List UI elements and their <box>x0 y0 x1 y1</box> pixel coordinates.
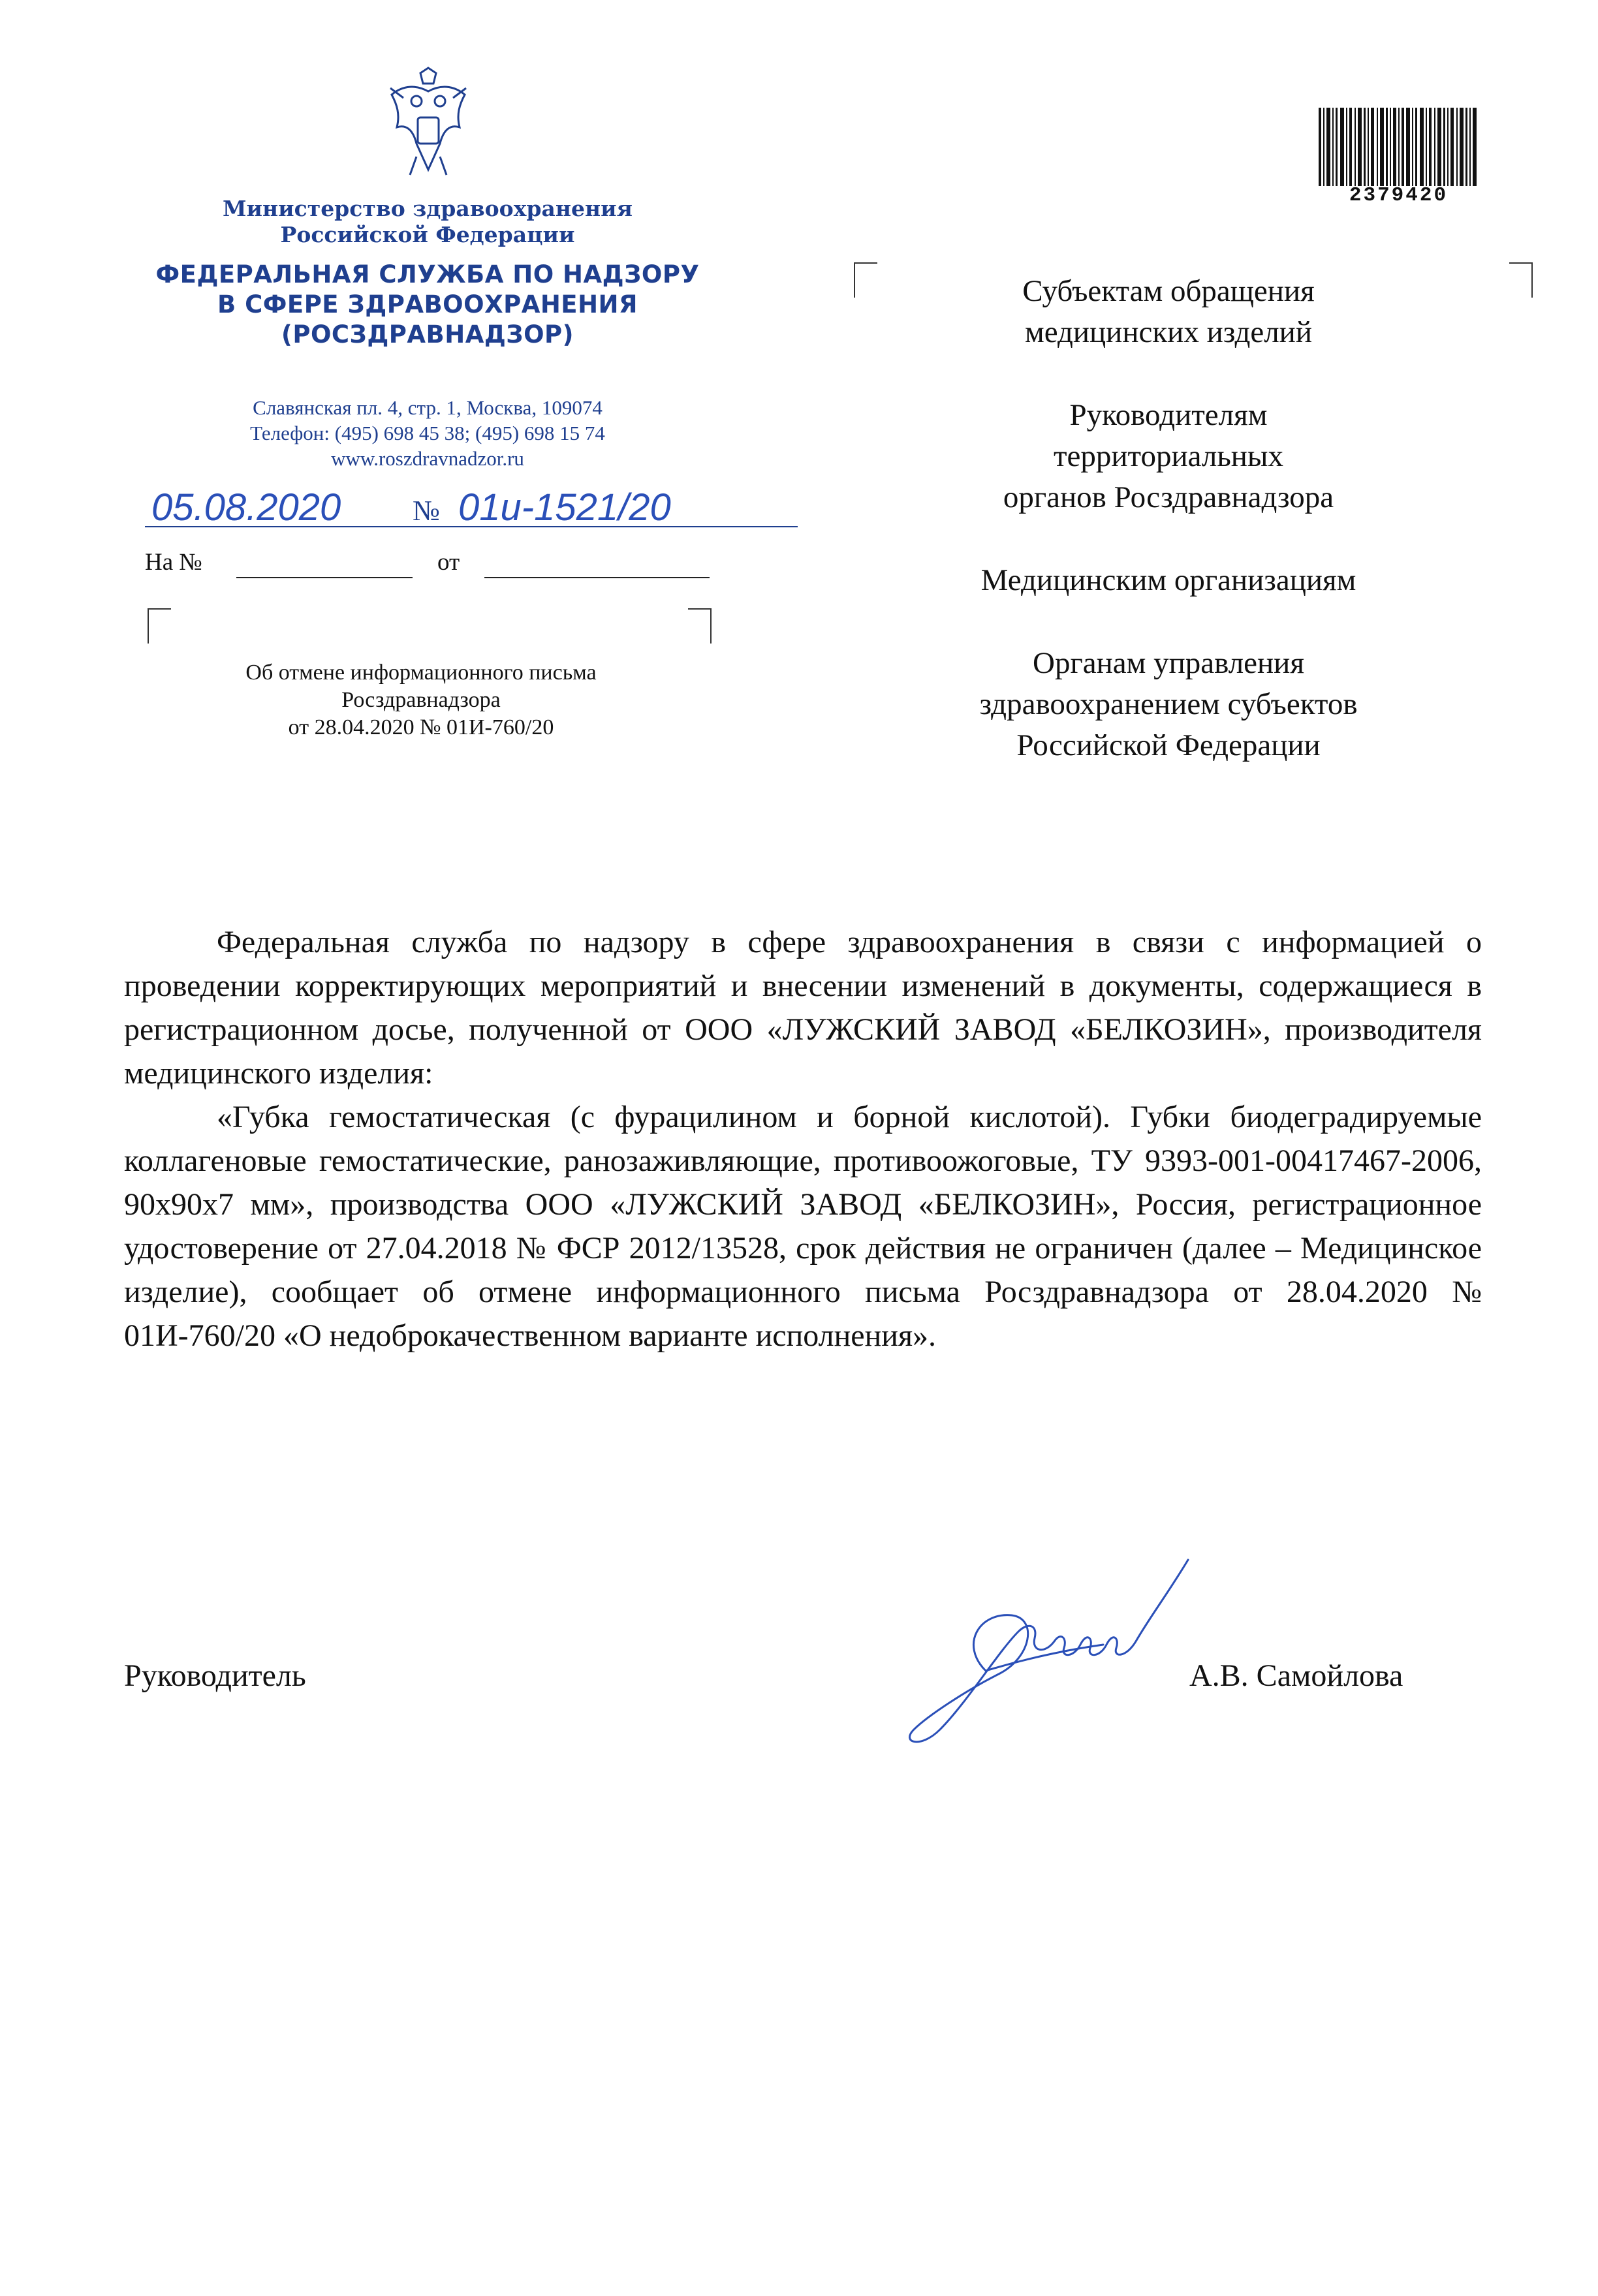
recipient-group <box>907 395 1430 518</box>
corner-bracket <box>854 262 877 298</box>
corner-bracket <box>688 608 712 644</box>
phone-line: Телефон: (495) 698 45 38; (495) 698 15 74 <box>250 422 605 444</box>
recipients-block <box>907 271 1430 808</box>
body-paragraph: Федеральная служба по надзору в сфере здравоохранения в связи с информацией о проведении корректирующих мероприятий и внесении изменений в документы, содержащиеся в регистрационном досье, полученной от ООО «ЛУЖСКИЙ ЗАВОД «БЕЛКОЗИН», производителя медицинского изделия: <box>124 925 1482 1091</box>
recipient-line: Российской Федерации <box>1016 728 1321 762</box>
contact-address <box>144 395 712 471</box>
recipient-line: здравоохранением субъектов <box>979 687 1358 721</box>
barcode-number: 2379420 <box>1349 184 1449 207</box>
recipient-group <box>907 643 1430 766</box>
body-paragraph: «Губка гемостатическая (с фурацилином и борной кислотой). Губки биодеградируемые коллагеновые гемостатические, ранозаживляющие, противоожоговые, ТУ 9393-001-00417467-2006, 90x90x7 мм», производства ООО «ЛУЖСКИЙ ЗАВОД «БЕЛКОЗИН», Россия, регистрационное удостоверение от 27.04.2018 № ФСР 2012/13528, срок действия не ограничен (далее – Медицинское изделие), сообщает об отмене информационного письма Росздравнадзора от 28.04.2020 № 01И-760/20 «О недоброкачественном варианте исполнения». <box>124 1100 1482 1353</box>
recipient-line: органов Росздравнадзора <box>1003 480 1334 514</box>
service-name <box>131 260 725 350</box>
recipient-line: Медицинским организациям <box>980 563 1356 597</box>
registration-stamp <box>145 480 804 535</box>
recipient-line: территориальных <box>1053 439 1284 473</box>
recipient-line: Руководителям <box>1069 398 1268 432</box>
reference-line <box>145 548 719 581</box>
registration-number: 01и-1521/20 <box>458 486 671 529</box>
coat-of-arms-icon <box>377 65 479 183</box>
ministry-line: Российской Федерации <box>280 222 575 247</box>
ref-number-blank <box>236 577 413 578</box>
recipient-line: Субъектам обращения <box>1022 274 1315 308</box>
recipient-group <box>907 271 1430 353</box>
ref-date-blank <box>484 577 710 578</box>
corner-bracket <box>148 608 171 644</box>
subject-line: Об отмене информационного письма <box>245 660 597 685</box>
letter-subject <box>137 659 705 741</box>
signatory-name: А.В. Самойлова <box>1189 1658 1403 1693</box>
service-line: В СФЕРЕ ЗДРАВООХРАНЕНИЯ <box>217 290 638 318</box>
subject-line: Росздравнадзора <box>341 688 501 712</box>
number-sign: № <box>413 495 440 527</box>
service-line: (РОСЗДРАВНАДЗОР) <box>281 320 574 349</box>
service-line: ФЕДЕРАЛЬНАЯ СЛУЖБА ПО НАДЗОРУ <box>155 260 700 288</box>
website-line: www.roszdravnadzor.ru <box>331 447 524 470</box>
subject-line: от 28.04.2020 № 01И-760/20 <box>288 715 554 739</box>
recipient-line: медицинских изделий <box>1024 315 1312 349</box>
ministry-name <box>144 196 712 248</box>
barcode-icon <box>1319 108 1479 186</box>
handwritten-signature <box>888 1534 1214 1749</box>
ministry-line: Министерство здравоохранения <box>223 196 633 221</box>
recipient-group <box>907 560 1430 601</box>
registration-date: 05.08.2020 <box>151 486 341 529</box>
ref-label: На № <box>145 549 202 576</box>
recipient-line: Органам управления <box>1033 646 1304 680</box>
letter-body <box>124 920 1482 1357</box>
signatory-title: Руководитель <box>124 1658 306 1693</box>
address-line: Славянская пл. 4, стр. 1, Москва, 109074 <box>253 396 603 419</box>
corner-bracket <box>1509 262 1533 298</box>
ref-from-label: от <box>437 549 460 576</box>
